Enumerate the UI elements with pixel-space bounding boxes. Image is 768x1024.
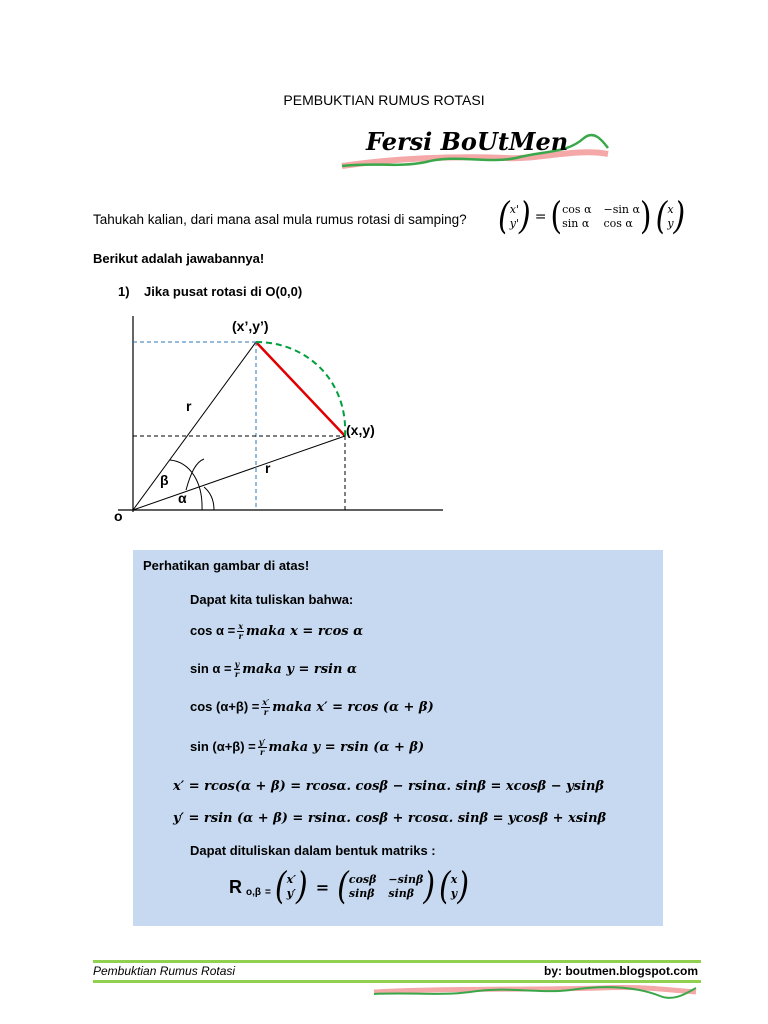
R-equals: = (265, 886, 271, 898)
label-xy-prime: (x’,y’) (232, 318, 269, 334)
R-subscript: o,β (246, 886, 261, 898)
chord-line (256, 342, 345, 436)
radius-line-prime (133, 342, 256, 510)
answer-label: Berikut adalah jawabannya! (93, 251, 265, 266)
m21: sin α (562, 217, 590, 230)
m12: −sin α (603, 203, 640, 216)
label-r1: r (186, 398, 192, 414)
rhs-x: x (667, 203, 674, 216)
label-r2: r (265, 460, 271, 476)
rotation-formula: ( x' y' ) = ( cos α −sin α sin α cos α ) ( x y ) (498, 194, 686, 239)
step-number: 1) (118, 284, 130, 299)
eq-y-prime: y′ = rsin (α + β) = rsinα. cosβ + rcosα. sinβ = ycosβ + xsinβ (173, 811, 607, 826)
rotation-diagram (108, 312, 448, 524)
logo-text: Fersi BoUtMen (366, 127, 569, 156)
footer-rule-top (93, 960, 701, 963)
eq-sin-alpha: sin α = $\frac{y}{r}$ maka y = rsin α (190, 659, 357, 679)
step-1 (118, 284, 302, 299)
R-symbol: R (229, 876, 242, 897)
lhs-x: x' (509, 203, 519, 216)
eq-sin-alpha-beta: sin (α+β) = $\frac{y'}{r}$ maka y = rsin (α + β) (190, 737, 425, 757)
rhs-y: y (667, 217, 674, 230)
intro-question: Tahukah kalian, dari mana asal mula rumus rotasi di samping? (93, 212, 467, 227)
label-origin: o (114, 508, 123, 524)
page-title: PEMBUKTIAN RUMUS ROTASI (283, 92, 485, 108)
footer-wave (370, 978, 700, 1008)
m22: cos α (603, 217, 633, 230)
eq-x-prime: x′ = rcos(α + β) = rcosα. cosβ − rsinα. sinβ = xcosβ − ysinβ (173, 779, 605, 794)
beta-arc (186, 459, 204, 490)
logo (336, 118, 616, 180)
eq-cos-alpha-beta: cos (α+β) = $\frac{x'}{r}$ maka x′ = rcos (α + β) (190, 697, 434, 717)
eq-cos-alpha: cos α = $\frac{x}{r}$ maka x = rcos α (190, 621, 364, 641)
step-text: Jika pusat rotasi di O(0,0) (144, 284, 303, 299)
label-xy: (x,y) (346, 422, 375, 438)
m11: cos α (562, 203, 592, 216)
footer-site: by: boutmen.blogspot.com (544, 964, 698, 978)
box-sub: Dapat kita tuliskan bahwa: (190, 592, 354, 607)
matrix-label: Dapat dituliskan dalam bentuk matriks : (190, 843, 436, 858)
derivation-box (133, 550, 663, 926)
final-matrix: R o,β = ( x′ y′ ) = ( cosβ −sinβ sinβ sinβ ) ( x y ) (229, 864, 470, 909)
footer-title: Pembuktian Rumus Rotasi (93, 964, 236, 978)
box-intro: Perhatikan gambar di atas! (143, 558, 310, 573)
label-alpha: α (178, 490, 187, 506)
lhs-y: y' (509, 217, 519, 230)
alpha-arc (204, 487, 214, 510)
label-beta: β (160, 472, 169, 488)
